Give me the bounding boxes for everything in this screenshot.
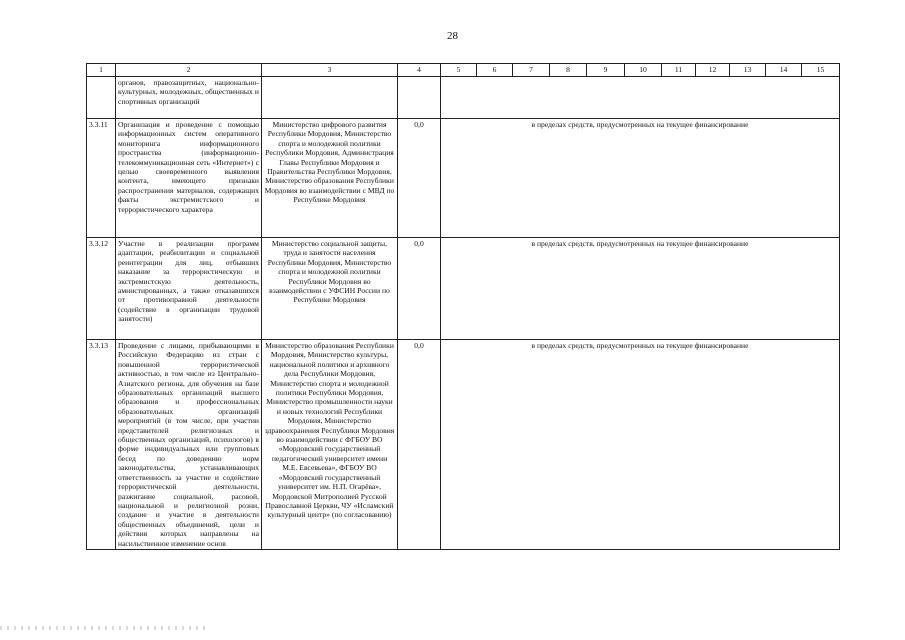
- header-col-14: 14: [766, 64, 802, 77]
- value-cell: 0,0: [398, 238, 441, 340]
- header-col-4: 4: [398, 64, 441, 77]
- value-cell: 0,0: [398, 119, 441, 238]
- page-number: 28: [447, 30, 458, 42]
- executors-cell: [262, 77, 398, 119]
- program-table: [86, 63, 840, 550]
- description-cell: Проведение с лицами, прибывающими в Российскую Федерацию из стран с повышенной террористической активностью, в том числе из Центрально-Азиатского региона, для обучения на базе образовательных организаций высшего образования и профессиональных образовательных организаций мероприятий (в том числе, при участии представителей религиозных и общественных организаций, психологов) в форме индивидуальных или групповых бесед по доведению норм законодательства, устанавливающих ответственность за участие и содействие террористической деятельности, разжигание социальной, расовой, национальной и религиозной розни, создание и участие в деятельности общественных объединений, цели и действия которых направлены на насильственное изменение основ: [116, 340, 262, 550]
- row-number-cell: 3.3.12: [87, 238, 116, 340]
- header-col-12: 12: [696, 64, 730, 77]
- description-cell: органов, правозащитных, национально-культурных, молодежных, общественных и спортивных организаций: [116, 77, 262, 119]
- header-row: [87, 64, 840, 77]
- row-number-cell: 3.3.11: [87, 119, 116, 238]
- row-number-cell: 3.3.13: [87, 340, 116, 550]
- header-col-8: 8: [550, 64, 587, 77]
- scan-artifact: [0, 626, 210, 630]
- table-row: [87, 238, 840, 340]
- financing-cell: [441, 77, 840, 119]
- table-row: [87, 119, 840, 238]
- table-row: [87, 340, 840, 550]
- header-col-9: 9: [587, 64, 625, 77]
- header-col-11: 11: [662, 64, 696, 77]
- executors-cell: Министерство образования Республики Мордовия, Министерство культуры, национальной политики и архивного дела Республики Мордовия, Министерство спорта и молодежной политики Республики Мордовия, Министерство промышленности науки и новых технологий Республики Мордовия, Министерство здравоохранения Республики Мордовия во взаимодействии с ФГБОУ ВО «Мордовский государственный педагогический университет имени М.Е. Евсевьева», ФГБОУ ВО «Мордовский государственный университет им. Н.П. Огарёва», Мордовской Митрополией Русской Православной Церкви, ЧУ «Исламский культурный центр» (по согласованию): [262, 340, 398, 550]
- financing-cell: в пределах средств, предусмотренных на текущее финансирование: [441, 340, 840, 550]
- executors-cell: Министерство цифрового развития Республики Мордовия, Министерство спорта и молодежной политики Республики Мордовия, Администрация Главы Республики Мордовия и Правительства Республики Мордовия, Министерство образования Республики Мордовия во взаимодействии с МВД по Республике Мордовия: [262, 119, 398, 238]
- table-row-continued: [87, 77, 840, 119]
- header-col-6: 6: [477, 64, 513, 77]
- header-col-10: 10: [625, 64, 662, 77]
- value-cell: [398, 77, 441, 119]
- header-col-5: 5: [441, 64, 477, 77]
- financing-cell: в пределах средств, предусмотренных на текущее финансирование: [441, 238, 840, 340]
- header-col-1: 1: [87, 64, 116, 77]
- description-cell: Организация и проведение с помощью информационных систем оперативного мониторинга информационного пространства (информационно-телекоммуникационная сеть «Интернет») с целью своевременного выявления контента, имеющего признаки распространения материалов, содержащих факты экстремистского и террористического характера: [116, 119, 262, 238]
- header-col-2: 2: [116, 64, 262, 77]
- financing-cell: в пределах средств, предусмотренных на текущее финансирование: [441, 119, 840, 238]
- header-col-13: 13: [730, 64, 766, 77]
- row-number-cell: [87, 77, 116, 119]
- header-col-15: 15: [802, 64, 840, 77]
- header-col-3: 3: [262, 64, 398, 77]
- value-cell: 0,0: [398, 340, 441, 550]
- executors-cell: Министерство социальной защиты, труда и занятости населения Республики Мордовия, Министерство спорта и молодежной политики Республики Мордовия во взаимодействии с УФСИН России по Республике Мордовия: [262, 238, 398, 340]
- header-col-7: 7: [513, 64, 550, 77]
- description-cell: Участие в реализации программ адаптации, реабилитации и социальной реинтеграции для лиц, отбывших наказание за террористическую и экстремистскую деятельность, амнистированных, а также отказавшихся от противоправной деятельности (содействие в организации трудовой занятости): [116, 238, 262, 340]
